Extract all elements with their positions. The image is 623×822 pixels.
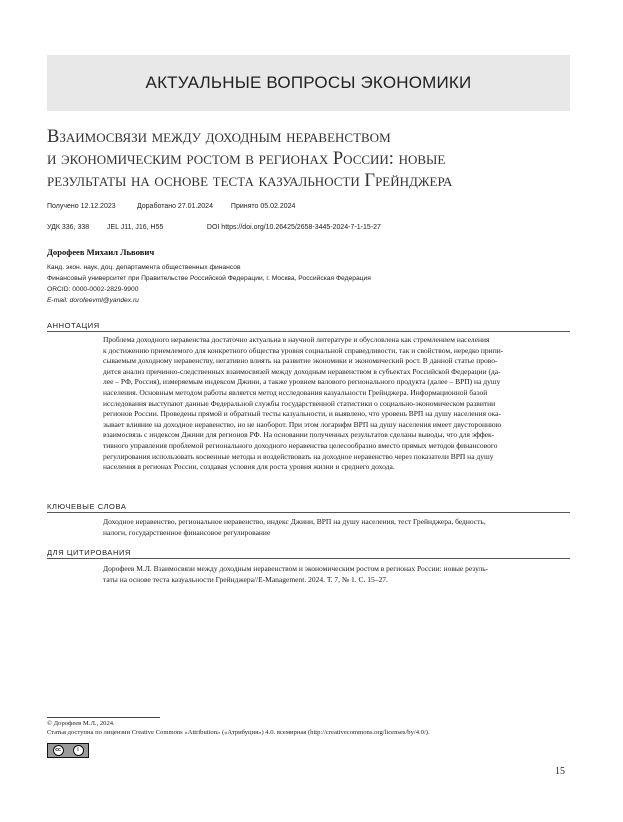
abstract-line: сываемым доходному неравенству, негативно влиять на развитие экономики и экономический рост. В данной статье прово- (103, 356, 498, 366)
abstract-line: тивного управления проблемой регионального доходного неравенства целесообразно вместо прямых методов финансового (103, 440, 498, 450)
dates-row (47, 203, 295, 210)
keywords-line: Доходное неравенство, региональное неравенство, индекс Джини, ВРП на душу населения, тест Грейнджера, бедность, (103, 517, 486, 526)
cc-by-icon[interactable] (47, 743, 89, 758)
abstract-line: исследования выступают данные Федеральной службы государственной статистики о социально-экономическом развитии (103, 398, 496, 408)
doi-link[interactable]: DOI https://doi.org/10.26425/2658-3445-2024-7-1-15-27 (206, 224, 381, 231)
abstract-text (103, 335, 570, 473)
journal-section-title: АКТУАЛЬНЫЕ ВОПРОСЫ ЭКОНОМИКИ (145, 73, 472, 92)
keywords-line: налоги, государственное финансовое регулирование (103, 527, 271, 537)
page-number: 15 (555, 766, 565, 777)
title-line: результаты на основе теста казуальности Грейнджера (47, 171, 453, 191)
accepted-date: Принято 05.02.2024 (230, 203, 296, 210)
received-date: Получено 12.12.2023 (47, 203, 116, 210)
keywords-heading: КЛЮЧЕВЫЕ СЛОВА (47, 502, 570, 513)
abstract-line: Проблема доходного неравенства достаточно актуальна в научной литературе и обусловлена как стремлением населения (103, 335, 490, 344)
citation-text (103, 564, 570, 585)
revised-date: Доработано 27.01.2024 (136, 203, 213, 210)
citation-line: Дорофеев М.Л. Взаимосвязи между доходным неравенством и экономическим ростом в регионах России: новые резуль- (103, 564, 489, 573)
abstract-line: регулирования использовать косвенные методы и воздействовать на доходное неравенство через показатели ВРП на душу (103, 451, 494, 461)
abstract-line: взаимосвязь с индексом Джини для регионов РФ. На основании полученных результатов сделаны выводы, что для эффек- (103, 430, 495, 440)
author-orcid[interactable]: ORCID: 0000-0002-2829-9900 (47, 286, 139, 293)
keywords-text (103, 517, 570, 538)
cc-icon: cc (53, 745, 64, 756)
abstract-line: к достижению приемлемого для конкретного общества уровня социальной справедливости, так и свойством, нередко припи- (103, 345, 504, 355)
title-line: и экономическим ростом в регионах России: новые (47, 149, 446, 169)
abstract-heading: АННОТАЦИЯ (47, 321, 570, 332)
journal-section-banner (47, 55, 570, 111)
attribution-icon: i (73, 745, 84, 756)
title-line: Взаимосвязи между доходным неравенством (47, 127, 391, 147)
copyright-note: © Дорофеев М.Л., 2024. (47, 720, 115, 727)
license-note[interactable]: Статья доступна по лицензии Creative Commons «Attribution» («Атрибуция») 4.0. всемирная (http://creativecommons.org/licenses/by/4.0/). (47, 729, 430, 736)
abstract-line: населения в регионах России, создавая условия для роста уровня жизни и среднего дохода. (103, 462, 395, 472)
codes-row (47, 224, 381, 231)
author-affiliation: Финансовый университет при Правительстве Российской Федерации, г. Москва, Российская Федерация (47, 275, 371, 282)
jel-code: JEL J11, J16, H55 (106, 224, 164, 231)
footnote-rule (47, 717, 160, 718)
author-name: Дорофеев Михаил Львович (47, 247, 155, 257)
abstract-line: регионов России. Проведены прямой и обратный тесты казуальности, и выявлено, что уровень ВРП на душу населения ока- (103, 409, 502, 419)
abstract-line: дится анализ причинно-следственных взаимосвязей между доходным неравенством в субъектах Российской Федерации (да- (103, 366, 501, 376)
author-degree: Канд. экон. наук, доц. департамента общественных финансов (47, 264, 241, 271)
abstract-line: лее – РФ, Россия), измеряемым индексом Джини, а также уровнем валового регионального продукта (далее – ВРП) на душу (103, 377, 501, 387)
article-title (47, 126, 587, 192)
citation-line: таты на основе теста казуальности Грейнджера//E-Management. 2024. Т. 7, № 1. С. 15–27. (103, 574, 388, 584)
udk-code: УДК 336, 338 (47, 224, 90, 231)
author-email[interactable]: E-mail: dorofeevml@yandex.ru (47, 297, 139, 304)
abstract-line: зывает влияние на доходное неравенство, но не наоборот. При этом логарифм ВРП на душу населения имеет двустороннюю (103, 419, 502, 429)
abstract-line: населения. Основным методом работы является метод исследования казуальности Грейнджера. Информационной базой (103, 387, 488, 397)
citation-heading: ДЛЯ ЦИТИРОВАНИЯ (47, 548, 570, 559)
